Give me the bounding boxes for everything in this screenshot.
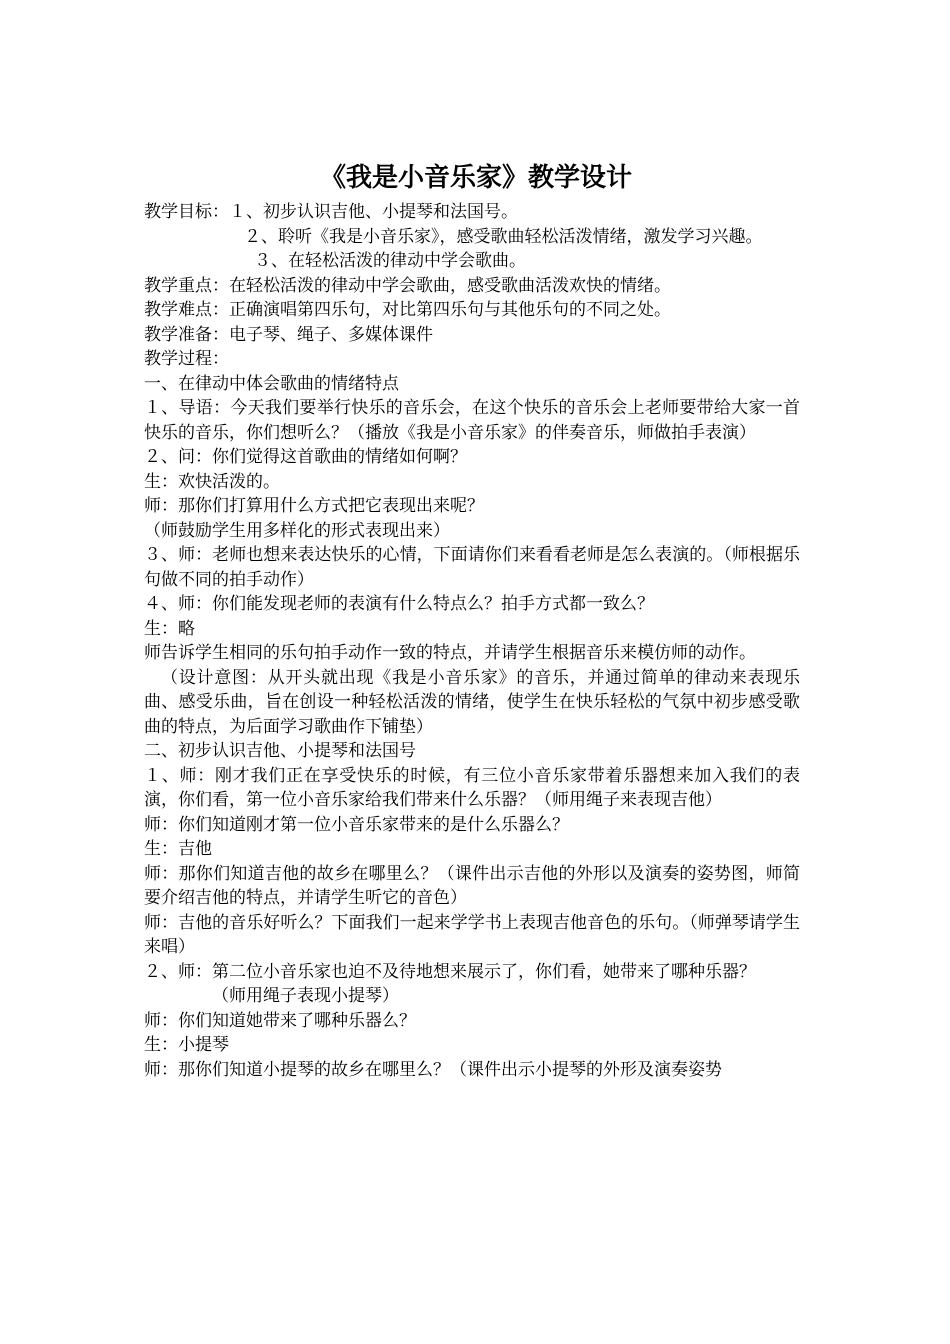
paragraph-teacher-3: ４、师：你们能发现老师的表演有什么特点么？拍手方式都一致么？: [144, 594, 654, 614]
paragraph-teacher-9: ２、师：第二位小音乐家也迫不及待地想来展示了，你们看，她带来了哪种乐器？: [144, 961, 756, 982]
document-page: [144, 160, 800, 1082]
section-2-heading: 二、初步认识吉他、小提琴和法国号: [144, 741, 416, 761]
paragraph-teacher-8: 师：吉他的音乐好听么？下面我们一起来学学书上表现吉他音色的乐句。（师弹琴请学生来唱）: [144, 912, 800, 957]
paragraph-teacher-11: 师：那你们知道小提琴的故乡在哪里么？（课件出示小提琴的外形及演奏姿势: [144, 1059, 722, 1080]
paragraph-teacher-7: 师：那你们知道吉他的故乡在哪里么？（课件出示吉他的外形以及演奏的姿势图，师简要介绍吉他的特点，并请学生听它的音色）: [144, 863, 800, 908]
paragraph-teacher-4: 师告诉学生相同的乐句拍手动作一致的特点，并请学生根据音乐来模仿师的动作。: [144, 643, 756, 663]
document-title: 《我是小音乐家》教学设计: [319, 163, 632, 193]
difficulty: 教学难点：正确演唱第四乐句，对比第四乐句与其他乐句的不同之处。: [144, 300, 671, 320]
paragraph-teacher-6: 师：你们知道刚才第一位小音乐家带来的是什么乐器么？: [144, 814, 569, 835]
key-point: 教学重点：在轻松活泼的律动中学会歌曲，感受歌曲活泼欢快的情绪。: [144, 275, 671, 296]
section-1-heading: 一、在律动中体会歌曲的情绪特点: [144, 373, 399, 394]
goal-line-3: ３、在轻松活泼的律动中学会歌曲。: [254, 251, 526, 271]
process-heading: 教学过程：: [144, 349, 229, 369]
paragraph-teacher-5: １、师：刚才我们正在享受快乐的时候，有三位小音乐家带着乐器想来加入我们的表演，你们看，第一位小音乐家给我们带来什么乐器？（师用绳子来表现吉他）: [144, 765, 800, 810]
preparation: 教学准备：电子琴、绳子、多媒体课件: [144, 324, 433, 345]
goal-line-2: ２、聆听《我是小音乐家》，感受歌曲轻松活泼情绪，激发学习兴趣。: [244, 226, 763, 247]
paragraph-answer-2: 生：略: [144, 618, 195, 639]
paragraph-teacher-1: 师：那你们打算用什么方式把它表现出来呢？: [144, 496, 484, 516]
paragraph-teacher-2: ３、师：老师也想来表达快乐的心情，下面请你们来看看老师是怎么表演的。（师根据乐句做不同的拍手动作）: [144, 545, 800, 590]
paragraph-note-1: （师鼓励学生用多样化的形式表现出来）: [144, 520, 450, 541]
paragraph-teacher-10: 师：你们知道她带来了哪种乐器么？: [144, 1010, 416, 1031]
paragraph-answer-1: 生：欢快活泼的。: [144, 471, 280, 492]
paragraph-answer-3: 生：吉他: [144, 839, 212, 859]
paragraph-design-intent: （设计意图：从开头就出现《我是小音乐家》的音乐，并通过简单的律动来表现乐曲、感受乐曲，旨在创设一种轻松活泼的情绪，使学生在快乐轻松的气氛中初步感受歌曲的特点，为后面学习歌曲作下铺垫）: [144, 667, 800, 737]
goal-line-1: 教学目标：１、初步认识吉他、小提琴和法国号。: [144, 202, 518, 222]
paragraph-note-2: （师用绳子表现小提琴）: [212, 986, 399, 1006]
paragraph-question: ２、问：你们觉得这首歌曲的情绪如何啊？: [144, 447, 467, 467]
paragraph-answer-4: 生：小提琴: [144, 1035, 229, 1055]
paragraph-intro: １、导语：今天我们要举行快乐的音乐会，在这个快乐的音乐会上老师要带给大家一首快乐的音乐，你们想听么？（播放《我是小音乐家》的伴奏音乐，师做拍手表演）: [144, 398, 800, 443]
